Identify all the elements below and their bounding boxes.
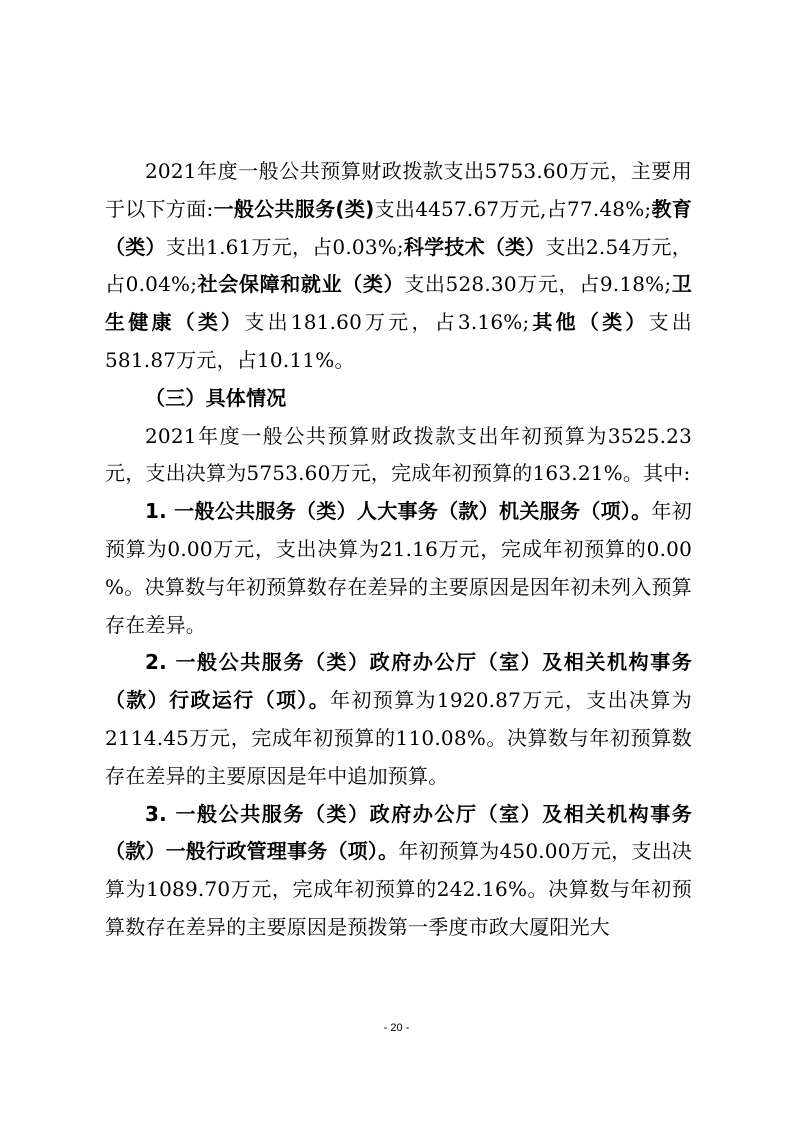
item-3-title: 3. 一般公共服务（类）政府办公厅（室）及相关机构事务（款）一般行政管理事务（项）。 (105, 801, 692, 864)
category-social-security: 社会保障和就业（类） (197, 272, 405, 297)
item-1-text: 年初预算为0.00万元，支出决算为21.16万元，完成年初预算的0.00 %。决算数与年初预算数存在差异的主要原因是因年初未列入预算存在差异。 (105, 499, 692, 637)
science-technology-amount: 支出2.54万元，占0.04%; (105, 234, 692, 297)
general-public-services-amount: 支出4457.67万元,占77.48%; (374, 196, 652, 221)
section-heading-text: （三）具体情况 (145, 385, 287, 410)
category-other: 其他（类） (529, 310, 649, 335)
social-security-amount: 支出528.30万元，占9.18%; (404, 272, 672, 297)
category-general-public-services: 一般公共服务(类) (213, 196, 375, 221)
item-2-title: 2. 一般公共服务（类）政府办公厅（室）及相关机构事务（款）行政运行（项）。 (105, 650, 692, 713)
other-amount: 支出581.87万元，占10.11%。 (105, 310, 693, 372)
item-3-text: 年初预算为450.00万元，支出决算为1089.70万元，完成年初预算的242.16%。决算数与年初预算数存在差异的主要原因是预拨第一季度市政大厦阳光大 (105, 839, 692, 939)
health-amount: 支出181.60万元，占3.16%; (244, 310, 530, 335)
paragraph-item-2 (105, 644, 692, 795)
education-amount: 支出1.61万元，占0.03%; (165, 234, 404, 259)
item-2-text: 年初预算为1920.87万元，支出决算为2114.45万元，完成年初预算的110.08%。决算数与年初预算数存在差异的主要原因是年中追加预算。 (105, 688, 692, 788)
page-number: - 20 - (383, 1022, 410, 1034)
section-heading (105, 380, 692, 418)
summary-intro: 2021年度一般公共预算财政拨款支出5753.60万元，主要用于以下方面: (105, 159, 692, 221)
budget-overview-text: 2021年度一般公共预算财政拨款支出年初预算为3525.23元，支出决算为5753.60万元，完成年初预算的163.21%。其中: (105, 423, 692, 486)
category-health: 卫生健康（类） (105, 272, 692, 335)
category-education: 教育（类） (105, 196, 692, 259)
paragraph-item-1 (105, 493, 692, 644)
item-1-title: 1. 一般公共服务（类）人大事务（款）机关服务（项）。 (145, 499, 652, 524)
paragraph-budget-overview (105, 418, 692, 494)
body-text (105, 153, 692, 947)
category-science-technology: 科学技术（类） (403, 234, 546, 259)
paragraph-expenditure-summary (105, 153, 692, 380)
paragraph-item-3 (105, 796, 692, 947)
